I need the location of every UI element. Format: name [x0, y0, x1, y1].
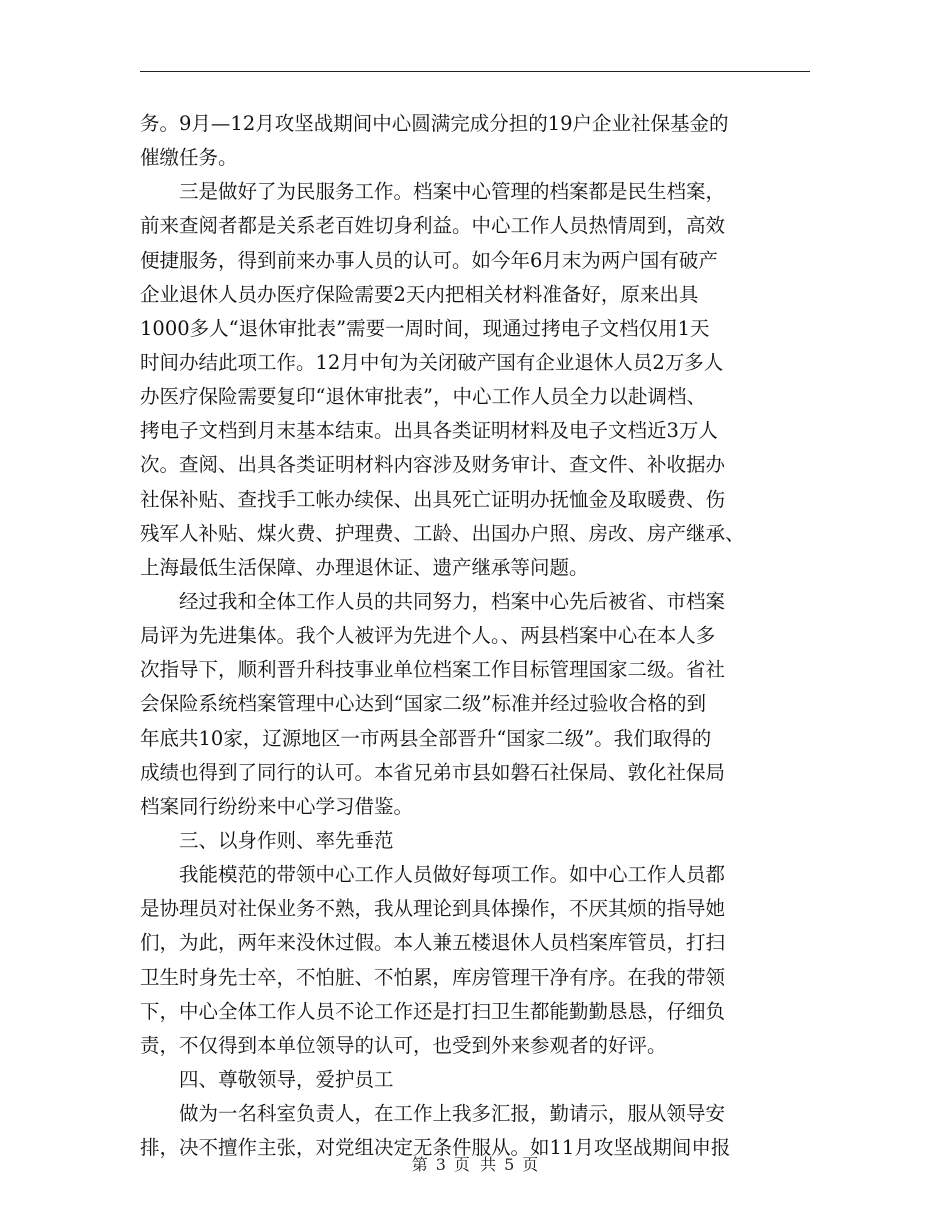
text-line: 务。9月—12月攻坚战期间中心圆满完成分担的19户企业社保基金的 — [140, 112, 729, 135]
text-line: 时间办结此项工作。12月中旬为关闭破产国有企业退休人员2万多人 — [140, 350, 724, 374]
text-line: 是协理员对社保业务不熟，我从理论到具体操作，不厌其烦的指导她 — [140, 897, 726, 921]
text-line: 残军人补贴、煤火费、护理费、工龄、出国办户照、房改、房产继承、 — [140, 521, 745, 545]
text-line: 次。查阅、出具各类证明材料内容涉及财务审计、查文件、补收据办 — [140, 453, 726, 477]
text-line: 三、以身作则、率先垂范 — [140, 828, 394, 852]
text-line: 社保补贴、查找手工帐办续保、出具死亡证明办抚恤金及取暖费、伤 — [140, 487, 726, 511]
document-body — [140, 107, 810, 1165]
text-line: 责，不仅得到本单位领导的认可，也受到外来参观者的好评。 — [140, 1033, 667, 1057]
text-line: 拷电子文档到月末基本结束。出具各类证明材料及电子文档近3万人 — [140, 419, 718, 443]
footer-mid: 页 共 — [453, 1155, 497, 1174]
page-footer — [0, 1155, 950, 1175]
footer-suffix: 页 — [522, 1155, 539, 1174]
text-line: 便捷服务，得到前来办事人员的认可。如今年6月末为两户国有破产 — [140, 248, 718, 272]
text-line: 经过我和全体工作人员的共同努力，档案中心先后被省、市档案 — [140, 589, 726, 613]
text-line: 1000多人“退休审批表”需要一周时间，现通过拷电子文档仅用1天 — [140, 316, 710, 340]
text-line: 下，中心全体工作人员不论工作还是打扫卫生都能勤勤恳恳，仔细负 — [140, 999, 726, 1023]
text-line: 三是做好了为民服务工作。档案中心管理的档案都是民生档案， — [140, 180, 726, 204]
text-line: 四、尊敬领导，爱护员工 — [140, 1067, 394, 1091]
footer-prefix: 第 — [411, 1155, 428, 1174]
text-line: 成绩也得到了同行的认可。本省兄弟市县如磐石社保局、敦化社保局 — [140, 760, 726, 784]
text-line: 我能模范的带领中心工作人员做好每项工作。如中心工作人员都 — [140, 863, 726, 887]
text-line: 企业退休人员办医疗保险需要2天内把相关材料准备好，原来出具 — [140, 282, 699, 306]
text-line: 上海最低生活保障、办理退休证、遗产继承等问题。 — [140, 555, 589, 579]
text-line: 前来查阅者都是关系老百姓切身利益。中心工作人员热情周到，高效 — [140, 214, 726, 238]
text-line: 排，决不擅作主张，对党组决定无条件服从。如11月攻坚战期间申报 — [140, 1136, 731, 1160]
text-line: 做为一名科室负责人，在工作上我多汇报，勤请示，服从领导安 — [140, 1102, 726, 1126]
text-line: 局评为先进集体。我个人被评为先进个人。、两县档案中心在本人多 — [140, 624, 716, 648]
text-line: 卫生时身先士卒，不怕脏、不怕累，库房管理干净有序。在我的带领 — [140, 965, 726, 989]
page-number: 3 — [435, 1155, 446, 1174]
text-line: 次指导下，顺利晋升科技事业单位档案工作目标管理国家二级。省社 — [140, 658, 726, 682]
text-line: 办医疗保险需要复印“退休审批表”，中心工作人员全力以赴调档、 — [140, 385, 706, 409]
text-line: 档案同行纷纷来中心学习借鉴。 — [140, 794, 414, 818]
text-line: 们，为此，两年来没休过假。本人兼五楼退休人员档案库管员，打扫 — [140, 931, 726, 955]
header-rule — [140, 71, 810, 72]
text-line: 催缴任务。 — [140, 146, 238, 170]
text-line: 年底共10家，辽源地区一市两县全部晋升“国家二级”。我们取得的 — [140, 726, 712, 750]
page-total: 5 — [504, 1155, 515, 1174]
text-line: 会保险系统档案管理中心达到“国家二级”标准并经过验收合格的到 — [140, 692, 706, 716]
